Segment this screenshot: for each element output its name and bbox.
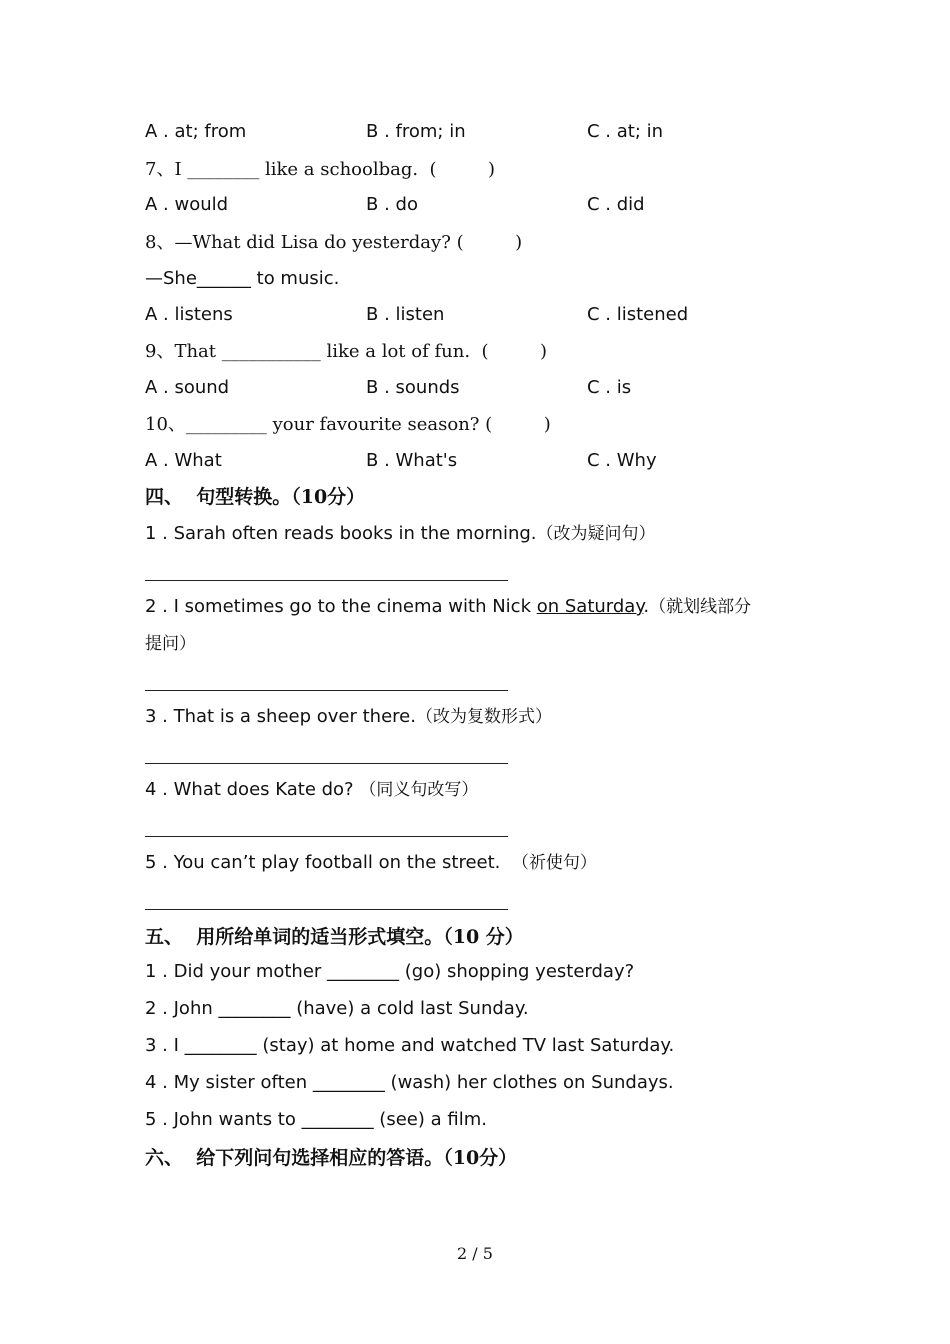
q7-option-b: B . do bbox=[366, 194, 418, 215]
q10-option-b: B . What's bbox=[366, 450, 458, 471]
item-text: 4 . What does Kate do? bbox=[145, 779, 360, 800]
section5-item-3: 3 . I ________ (stay) at home and watched TV last Saturday. bbox=[145, 1035, 675, 1056]
item-text: 5 . You can’t play football on the street. bbox=[145, 852, 512, 873]
section6-title: 六、 给下列问句选择相应的答语。（10分） bbox=[145, 1147, 518, 1169]
q6-option-a: A . at; from bbox=[145, 121, 247, 142]
q8-option-a: A . listens bbox=[145, 304, 233, 325]
section5-item-4: 4 . My sister often ________ (wash) her clothes on Sundays. bbox=[145, 1072, 674, 1093]
q9-stem: 9、That ___________ like a lot of fun. ( ) bbox=[145, 341, 548, 362]
q7-stem: 7、I ________ like a schoolbag. ( ) bbox=[145, 159, 496, 180]
answer-line bbox=[145, 690, 508, 691]
q8-option-b: B . listen bbox=[366, 304, 445, 325]
q6-option-c: C . at; in bbox=[587, 121, 664, 142]
q7-option-c: C . did bbox=[587, 194, 645, 215]
item-text: 2 . I sometimes go to the cinema with Nick bbox=[145, 596, 537, 617]
q9-option-b: B . sounds bbox=[366, 377, 460, 398]
item-text-end: . bbox=[643, 596, 650, 617]
item-text: 1 . Sarah often reads books in the morning. bbox=[145, 523, 537, 544]
q10-stem: 10、_________ your favourite season? ( ) bbox=[145, 414, 551, 435]
item-instruction: （改为疑问句） bbox=[536, 524, 656, 544]
item-instruction: （改为复数形式） bbox=[415, 707, 552, 727]
answer-line bbox=[145, 580, 508, 581]
underlined-phrase: on Saturday bbox=[536, 596, 644, 617]
section5-title: 五、 用所给单词的适当形式填空。（10 分） bbox=[145, 926, 524, 948]
answer-line bbox=[145, 763, 508, 764]
q10-option-a: A . What bbox=[145, 450, 222, 471]
answer-line bbox=[145, 836, 508, 837]
section4-item-2 bbox=[145, 595, 751, 619]
q6-option-b: B . from; in bbox=[366, 121, 466, 142]
section5-item-1: 1 . Did your mother ________ (go) shopping yesterday? bbox=[145, 961, 635, 982]
section5-item-2: 2 . John ________ (have) a cold last Sunday. bbox=[145, 998, 529, 1019]
q8-option-c: C . listened bbox=[587, 304, 689, 325]
item-instruction: （祈使句） bbox=[511, 853, 597, 873]
section4-title: 四、 句型转换。（10分） bbox=[145, 486, 366, 508]
item-instruction: （同义句改写） bbox=[359, 780, 479, 800]
section5-item-5: 5 . John wants to ________ (see) a film. bbox=[145, 1109, 487, 1130]
item-instruction: （就划线部分 bbox=[649, 597, 752, 617]
item-text: 3 . That is a sheep over there. bbox=[145, 706, 416, 727]
q7-option-a: A . would bbox=[145, 194, 229, 215]
q9-option-c: C . is bbox=[587, 377, 632, 398]
section4-item-3 bbox=[145, 705, 552, 729]
answer-line bbox=[145, 909, 508, 910]
q9-option-a: A . sound bbox=[145, 377, 230, 398]
section4-item-1 bbox=[145, 522, 656, 546]
q10-option-c: C . Why bbox=[587, 450, 657, 471]
section4-item-5 bbox=[145, 851, 597, 875]
section4-item-4 bbox=[145, 778, 478, 802]
q8-stem: 8、—What did Lisa do yesterday? ( ) bbox=[145, 232, 523, 253]
page-number: 2 / 5 bbox=[457, 1244, 493, 1263]
item-instruction-cont: 提问） bbox=[145, 634, 196, 654]
q8-line2: —She______ to music. bbox=[145, 268, 340, 289]
